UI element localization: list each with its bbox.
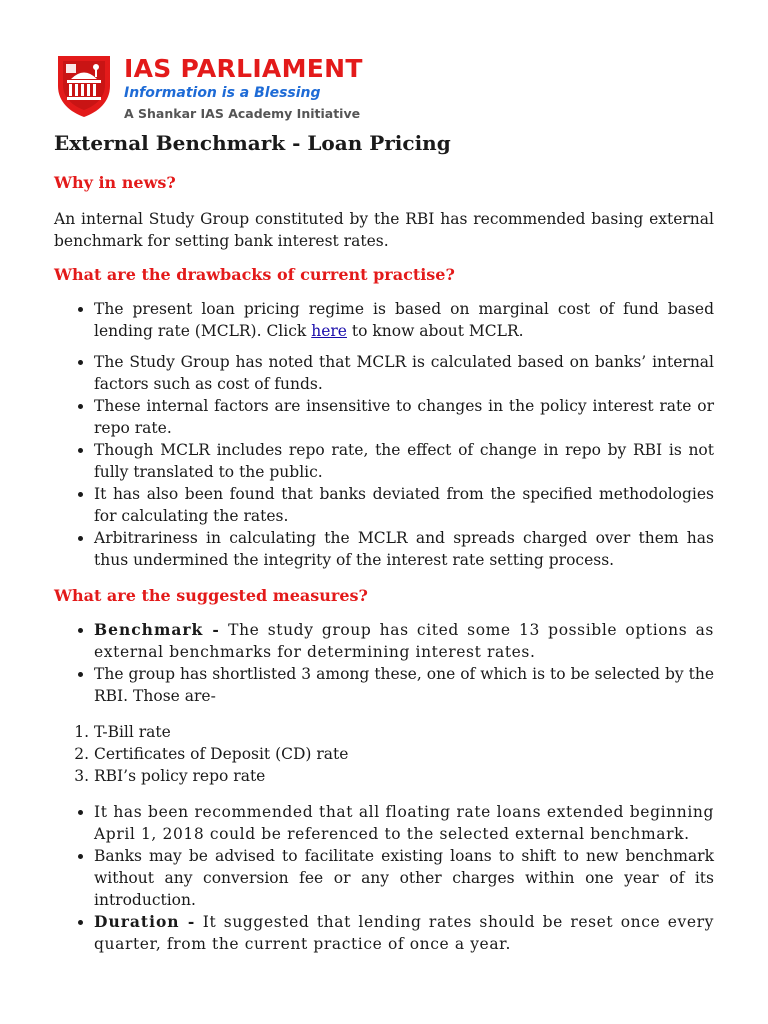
list-item: • It has been recommended that all floating rate loans extended beginning April 1, 2018 could be referenced to the selected external benchmark. bbox=[94, 801, 714, 845]
tagline-part2: Blessing bbox=[254, 85, 321, 101]
list-item: • The Study Group has noted that MCLR is calculated based on banks’ internal factors such as cost of funds. bbox=[94, 351, 714, 395]
tagline-part1: Information is a bbox=[124, 85, 255, 101]
list-item: 3. RBI’s policy repo rate bbox=[94, 765, 714, 787]
list-item bbox=[94, 298, 714, 342]
measures-list-2 bbox=[54, 801, 714, 955]
list-item: • Though MCLR includes repo rate, the effect of change in repo by RBI is not fully translated to the public. bbox=[94, 439, 714, 483]
list-item: • The group has shortlisted 3 among these, one of which is to be selected by the RBI. Those are- bbox=[94, 663, 714, 707]
drawback-text-1: The present loan pricing regime is based on marginal cost of fund based lending rate (MCLR). Click bbox=[94, 300, 714, 340]
drawbacks-heading: What are the drawbacks of current practise? bbox=[54, 265, 455, 284]
list-item: • Banks may be advised to facilitate existing loans to shift to new benchmark without any conversion fee or any other charges within one year of its introduction. bbox=[94, 845, 714, 911]
list-item: • It has also been found that banks deviated from the specified methodologies for calculating the rates. bbox=[94, 483, 714, 527]
brand-subline: A Shankar IAS Academy Initiative bbox=[124, 106, 361, 121]
benchmark-label: Benchmark - bbox=[94, 620, 220, 639]
benchmark-text: The study group has cited some 13 possible options as external benchmarks for determining interest rates. bbox=[94, 621, 714, 661]
list-item bbox=[94, 619, 714, 663]
list-item: • Arbitrariness in calculating the MCLR and spreads charged over them has thus undermined the integrity of the interest rate setting process. bbox=[94, 527, 714, 571]
parliament-shield-icon bbox=[54, 52, 114, 118]
measures-heading: What are the suggested measures? bbox=[54, 586, 368, 605]
article-body bbox=[54, 170, 714, 967]
why-heading: Why in news? bbox=[54, 173, 176, 192]
options-list bbox=[54, 721, 714, 787]
brand-tagline bbox=[124, 84, 363, 102]
measures-list bbox=[54, 619, 714, 707]
list-item bbox=[94, 911, 714, 955]
why-paragraph: An internal Study Group constituted by the RBI has recommended basing external benchmark for setting bank interest rates. bbox=[54, 210, 714, 250]
list-item: 2. Certificates of Deposit (CD) rate bbox=[94, 743, 714, 765]
list-item: • These internal factors are insensitive to changes in the policy interest rate or repo rate. bbox=[94, 395, 714, 439]
brand-name: IAS PARLIAMENT bbox=[124, 54, 363, 83]
mclr-link[interactable]: here bbox=[311, 322, 347, 340]
drawbacks-list bbox=[54, 298, 714, 571]
list-item: 1. T-Bill rate bbox=[94, 721, 714, 743]
page-title: External Benchmark - Loan Pricing bbox=[54, 131, 451, 155]
duration-label: Duration - bbox=[94, 912, 196, 931]
drawback-text-1b: to know about MCLR. bbox=[346, 322, 524, 340]
site-logo[interactable] bbox=[54, 52, 414, 122]
duration-text: It suggested that lending rates should be reset once every quarter, from the current practice of once a year. bbox=[94, 913, 714, 953]
